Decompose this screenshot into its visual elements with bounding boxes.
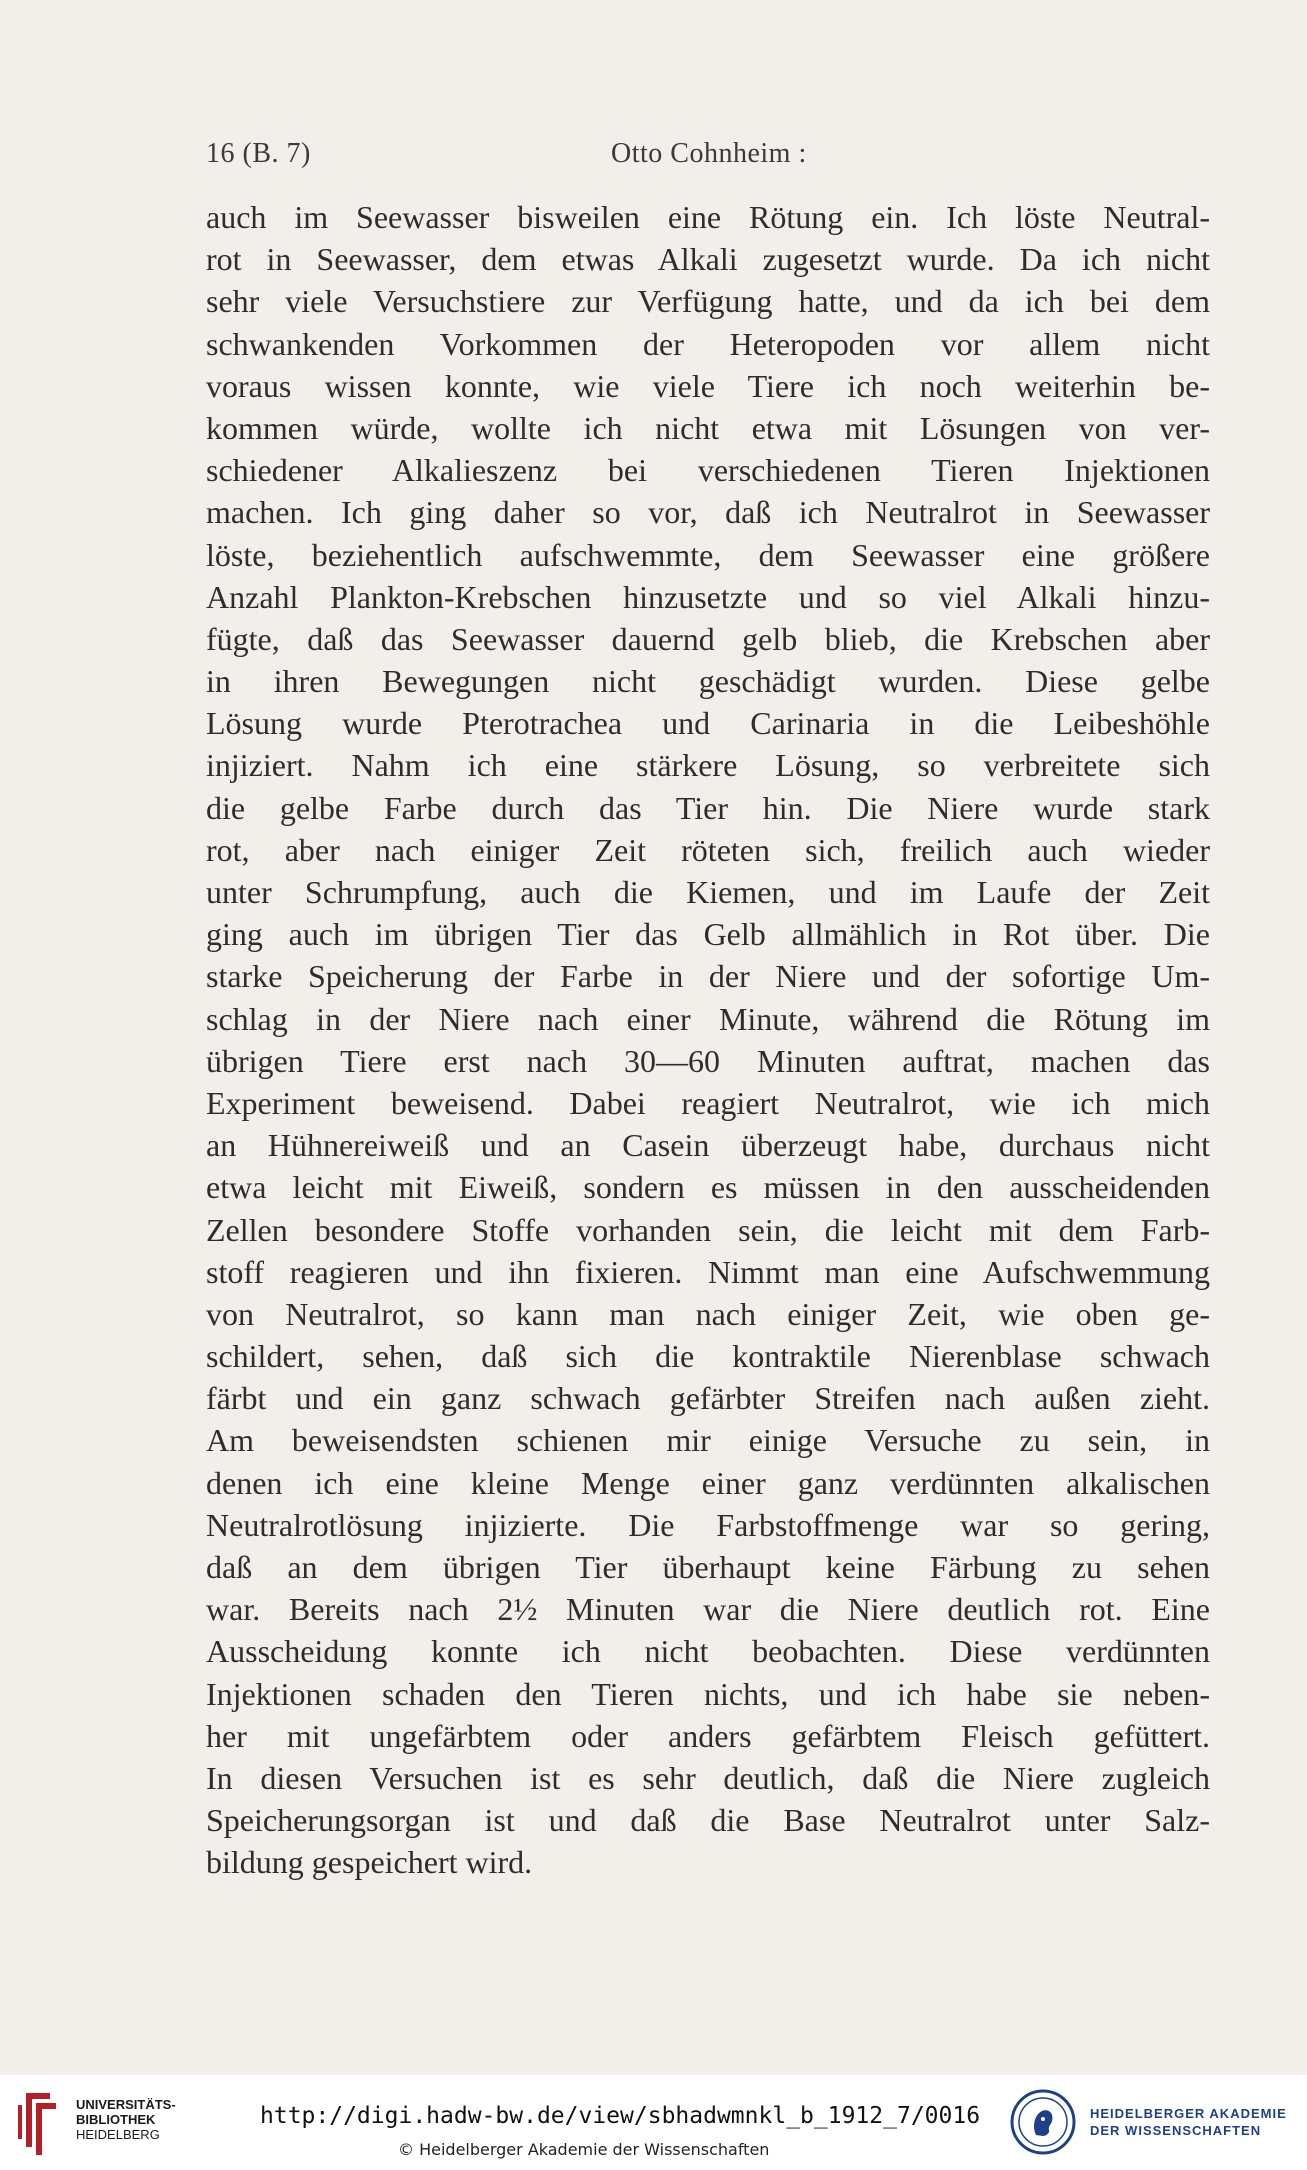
text-line: Experiment beweisend. Dabei reagiert Neutralrot, wie ich mich xyxy=(206,1084,1210,1121)
text-line: fügte, daß das Seewasser dauernd gelb blieb, die Krebschen aber xyxy=(206,620,1210,657)
text-line: übrigen Tiere erst nach 30—60 Minuten auftrat, machen das xyxy=(206,1042,1210,1079)
text-line: schwankenden Vorkommen der Heteropoden vor allem nicht xyxy=(206,325,1210,362)
text-line: Lösung wurde Pterotrachea und Carinaria in die Leibeshöhle xyxy=(206,705,1210,742)
text-line: rot in Seewasser, dem etwas Alkali zugesetzt wurde. Da ich nicht xyxy=(206,241,1210,278)
text-line: sehr viele Versuchstiere zur Verfügung hatte, und da ich bei dem xyxy=(206,283,1210,320)
text-line: stoff reagieren und ihn fixieren. Nimmt man eine Aufschwemmung xyxy=(206,1253,1210,1290)
text-line: rot, aber nach einiger Zeit röteten sich, freilich auch wieder xyxy=(206,831,1210,868)
library-name xyxy=(76,2097,176,2142)
body-text xyxy=(206,196,1210,1884)
text-line: bildung gespeichert wird. xyxy=(206,1844,533,1881)
academy-name xyxy=(1090,2105,1287,2139)
academy-name-line2: DER WISSENSCHAFTEN xyxy=(1090,2123,1262,2138)
text-line: etwa leicht mit Eiweiß, sondern es müssen in den ausscheidenden xyxy=(206,1169,1210,1206)
text-line: voraus wissen konnte, wie viele Tiere ich noch weiterhin be- xyxy=(206,367,1210,404)
text-line: Speicherungsorgan ist und daß die Base Neutralrot unter Salz- xyxy=(206,1802,1210,1839)
text-line: daß an dem übrigen Tier überhaupt keine Färbung zu sehen xyxy=(206,1549,1210,1585)
text-line: war. Bereits nach 2½ Minuten war die Niere deutlich rot. Eine xyxy=(206,1591,1210,1628)
copyright-notice: © Heidelberger Akademie der Wissenschaften xyxy=(398,2140,770,2159)
text-line: injiziert. Nahm ich eine stärkere Lösung, so verbreitete sich xyxy=(206,747,1210,784)
text-line: die gelbe Farbe durch das Tier hin. Die Niere wurde stark xyxy=(206,789,1210,826)
library-name-line2: BIBLIOTHEK xyxy=(76,2112,156,2127)
text-line: färbt und ein ganz schwach gefärbter Streifen nach außen zieht. xyxy=(206,1380,1210,1417)
text-line: Ausscheidung konnte ich nicht beobachten. Diese verdünnten xyxy=(206,1633,1210,1670)
permalink-url[interactable]: http://digi.hadw-bw.de/view/sbhadwmnkl_b_1912_7/0016 xyxy=(260,2103,981,2129)
text-line: von Neutralrot, so kann man nach einiger Zeit, wie oben ge- xyxy=(206,1295,1210,1332)
text-line: schiedener Alkalieszenz bei verschiedenen Tieren Injektionen xyxy=(206,452,1210,489)
text-line: an Hühnereiweiß und an Casein überzeugt habe, durchaus nicht xyxy=(206,1127,1210,1164)
text-line: In diesen Versuchen ist es sehr deutlich, daß die Niere zugleich xyxy=(206,1759,1210,1796)
text-line: unter Schrumpfung, auch die Kiemen, und im Laufe der Zeit xyxy=(206,874,1210,910)
library-name-line3: HEIDELBERG xyxy=(76,2127,160,2142)
text-line: auch im Seewasser bisweilen eine Rötung ein. Ich löste Neutral- xyxy=(206,199,1210,235)
text-line: Neutralrotlösung injizierte. Die Farbstoffmenge war so gering, xyxy=(206,1506,1210,1543)
text-line: machen. Ich ging daher so vor, daß ich Neutralrot in Seewasser xyxy=(206,494,1210,531)
academy-seal-icon[interactable] xyxy=(1010,2089,1076,2155)
running-head xyxy=(206,138,1211,178)
author-header: Otto Cohnheim : xyxy=(611,138,807,169)
text-line: her mit ungefärbtem oder anders gefärbtem Fleisch gefüttert. xyxy=(206,1717,1210,1754)
library-name-line1: UNIVERSITÄTS- xyxy=(76,2097,176,2112)
text-line: Zellen besondere Stoffe vorhanden sein, die leicht mit dem Farb- xyxy=(206,1211,1210,1248)
text-line: kommen würde, wollte ich nicht etwa mit Lösungen von ver- xyxy=(206,409,1210,446)
text-line: Anzahl Plankton-Krebschen hinzusetzte und so viel Alkali hinzu- xyxy=(206,578,1210,615)
academy-name-line1: HEIDELBERGER AKADEMIE xyxy=(1090,2106,1287,2121)
page-number: 16 (B. 7) xyxy=(206,138,311,169)
text-line: schlag in der Niere nach einer Minute, während die Rötung im xyxy=(206,1000,1210,1037)
text-line: schildert, sehen, daß sich die kontraktile Nierenblase schwach xyxy=(206,1338,1210,1375)
text-line: in ihren Bewegungen nicht geschädigt wurden. Diese gelbe xyxy=(206,663,1210,700)
university-library-logo-icon[interactable] xyxy=(12,2085,68,2160)
text-line: ging auch im übrigen Tier das Gelb allmählich in Rot über. Die xyxy=(206,916,1210,953)
text-line: Am beweisendsten schienen mir einige Versuche zu sein, in xyxy=(206,1422,1210,1459)
text-line: Injektionen schaden den Tieren nichts, und ich habe sie neben- xyxy=(206,1675,1210,1712)
text-line: denen ich eine kleine Menge einer ganz verdünnten alkalischen xyxy=(206,1464,1210,1501)
text-line: löste, beziehentlich aufschwemmte, dem Seewasser eine größere xyxy=(206,536,1210,573)
text-line: starke Speicherung der Farbe in der Niere und der sofortige Um- xyxy=(206,958,1210,995)
viewer-footer xyxy=(0,2075,1307,2170)
